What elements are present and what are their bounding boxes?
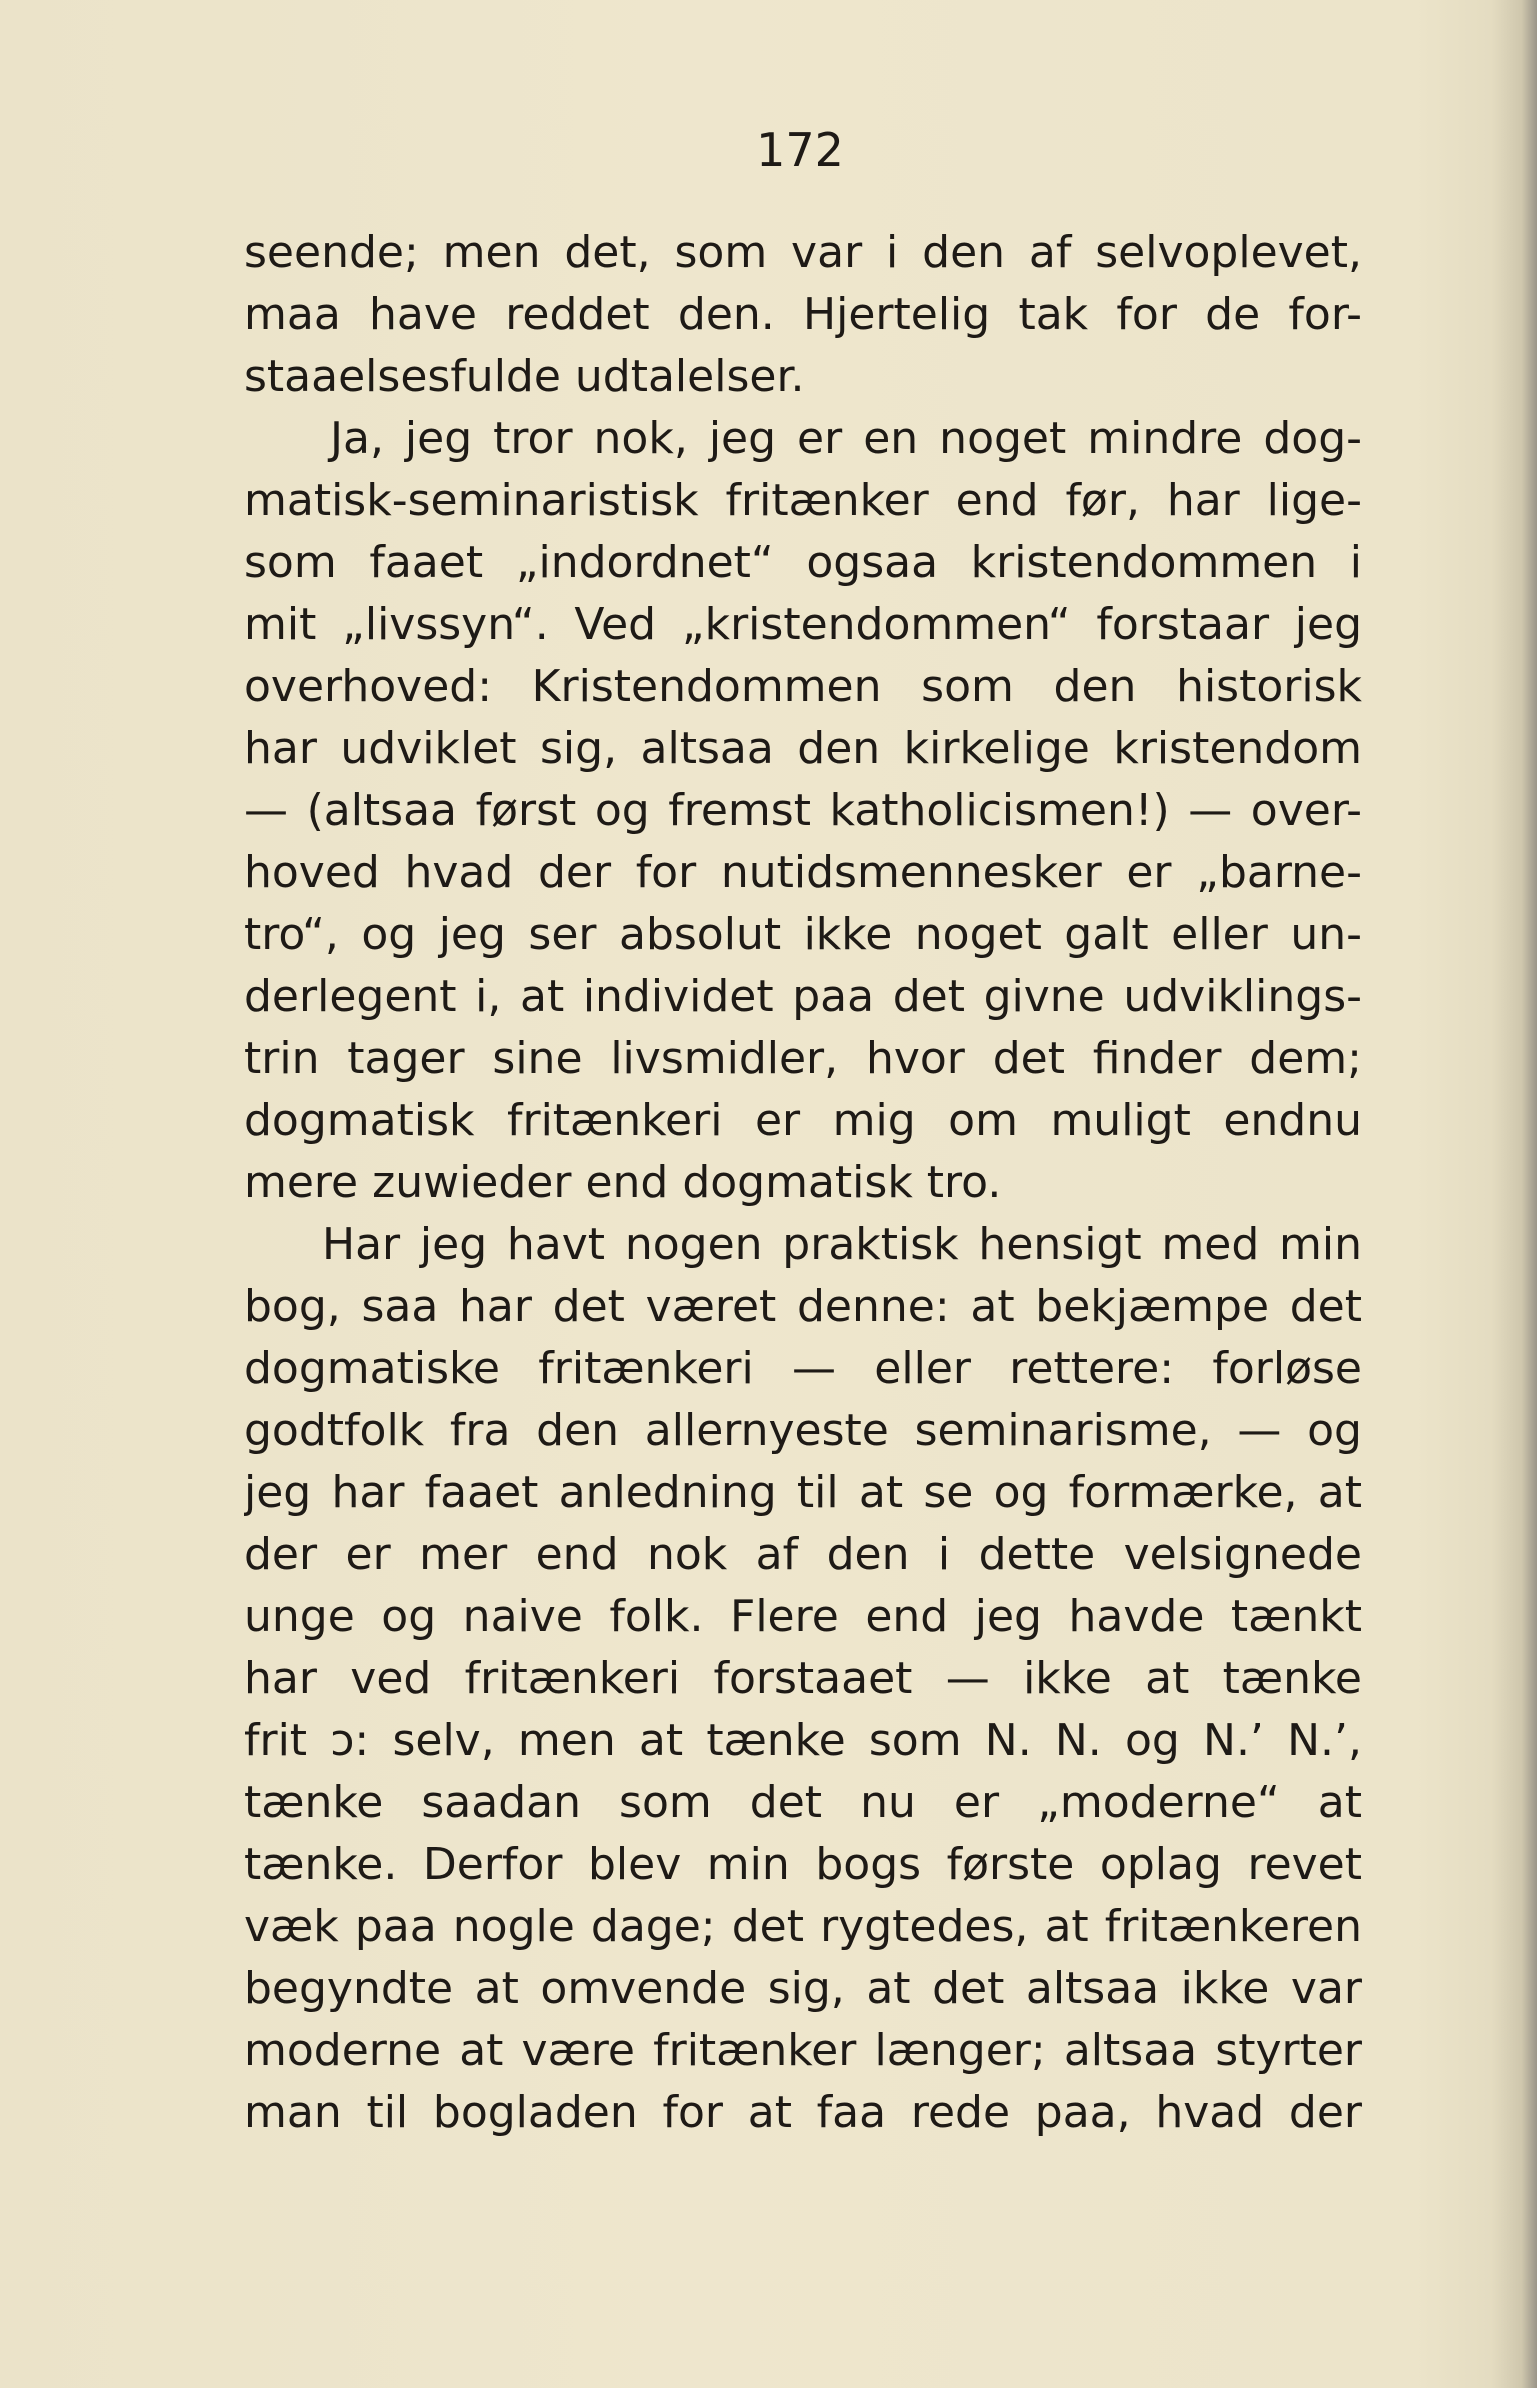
text-line: der er mer end nok af den i dette velsignede — [244, 1529, 1362, 1580]
text-line: frit ɔ: selv, men at tænke som N. N. og N.’ N.’, — [244, 1715, 1362, 1766]
text-line: som faaet „indordnet“ ogsaa kristendommen i — [244, 537, 1362, 588]
text-line: matisk-seminaristisk fritænker end før, har lige- — [244, 475, 1362, 526]
text-line: maa have reddet den. Hjertelig tak for de for- — [244, 289, 1362, 340]
text-line: har ved fritænkeri forstaaet — ikke at tænke — [244, 1653, 1362, 1704]
text-line: seende; men det, som var i den af selvoplevet, — [244, 227, 1362, 278]
text-line: hoved hvad der for nutidsmennesker er „barne- — [244, 847, 1362, 898]
text-line: har udviklet sig, altsaa den kirkelige kristendom — [244, 723, 1362, 774]
text-line: staaelsesfulde udtalelser. — [244, 351, 805, 402]
text-line: tænke saadan som det nu er „moderne“ at — [244, 1777, 1362, 1828]
text-line: Har jeg havt nogen praktisk hensigt med min — [322, 1219, 1362, 1270]
text-line: begyndte at omvende sig, at det altsaa ikke var — [244, 1963, 1362, 2014]
text-line: moderne at være fritænker længer; altsaa styrter — [244, 2025, 1362, 2076]
text-line: væk paa nogle dage; det rygtedes, at fritænkeren — [244, 1901, 1362, 1952]
text-line: jeg har faaet anledning til at se og formærke, at — [244, 1467, 1362, 1518]
text-line: trin tager sine livsmidler, hvor det finder dem; — [244, 1033, 1362, 1084]
text-line: tro“, og jeg ser absolut ikke noget galt eller un- — [244, 909, 1362, 960]
text-line: dogmatisk fritænkeri er mig om muligt endnu — [244, 1095, 1362, 1146]
text-line: dogmatiske fritænkeri — eller rettere: forløse — [244, 1343, 1362, 1394]
text-line: overhoved: Kristendommen som den historisk — [244, 661, 1362, 712]
text-line: bog, saa har det været denne: at bekjæmpe det — [244, 1281, 1362, 1332]
page-number: 172 — [756, 123, 844, 177]
body-text — [244, 222, 1362, 2144]
text-line: mere zuwieder end dogmatisk tro. — [244, 1157, 1002, 1208]
text-line: — (altsaa først og fremst katholicismen!) — over- — [244, 785, 1362, 836]
text-line: godtfolk fra den allernyeste seminarisme, — og — [244, 1405, 1362, 1456]
text-line: Ja, jeg tror nok, jeg er en noget mindre dog- — [330, 413, 1362, 464]
text-line: derlegent i, at individet paa det givne udviklings- — [244, 971, 1362, 1022]
text-line: unge og naive folk. Flere end jeg havde tænkt — [244, 1591, 1362, 1642]
text-line: tænke. Derfor blev min bogs første oplag revet — [244, 1839, 1362, 1890]
text-line: man til bogladen for at faa rede paa, hvad der — [244, 2087, 1362, 2138]
text-line: mit „livssyn“. Ved „kristendommen“ forstaar jeg — [244, 599, 1362, 650]
